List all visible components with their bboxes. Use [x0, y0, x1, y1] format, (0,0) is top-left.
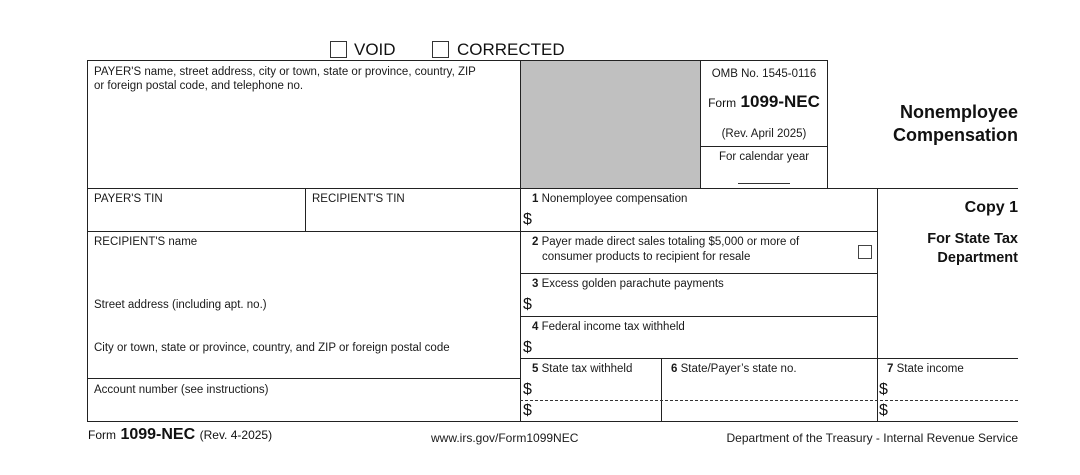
state-dashed-divider	[520, 400, 1018, 401]
omb-form-number: 1099-NEC	[740, 92, 820, 111]
row-divider-account	[87, 378, 521, 379]
box2-label-1: 2 Payer made direct sales totaling $5,000 or more of	[532, 236, 800, 248]
recipient-tin-label: RECIPIENT'S TIN	[312, 193, 405, 205]
box7-currency-1: $	[879, 381, 888, 398]
street-address-label: Street address (including apt. no.)	[94, 299, 267, 311]
void-checkbox[interactable]	[330, 41, 347, 58]
box2-label-2: consumer products to recipient for resale	[542, 251, 751, 263]
city-field[interactable]	[90, 356, 518, 376]
copy-area-border	[877, 188, 878, 422]
calendar-year-label: For calendar year	[718, 151, 810, 163]
omb-divider	[700, 146, 828, 147]
box4-federal-tax-withheld-field[interactable]	[536, 336, 874, 356]
box5-6-divider	[661, 358, 662, 422]
form-bottom-border	[87, 421, 1018, 422]
box5-label: 5 State tax withheld	[532, 363, 633, 375]
row-divider-box3	[520, 273, 878, 274]
street-address-field[interactable]	[90, 313, 518, 338]
footer-department: Department of the Treasury - Internal Revenue Service	[726, 431, 1018, 445]
box7-state-income-field-1[interactable]	[892, 378, 1018, 398]
recipient-name-label: RECIPIENT'S name	[94, 236, 198, 248]
form-title	[840, 101, 1018, 147]
omb-number: OMB No. 1545-0116	[711, 68, 817, 80]
copy-line-2: Department	[937, 250, 1018, 266]
row-divider-tin	[87, 188, 1018, 189]
omb-right-border	[827, 60, 828, 188]
void-label: VOID	[354, 40, 396, 59]
box7-currency-2: $	[879, 402, 888, 419]
row-divider-box4	[520, 316, 878, 317]
box1-nonemployee-compensation-field[interactable]	[536, 208, 874, 229]
footer-form-number: 1099-NEC	[120, 426, 196, 443]
tin-divider	[305, 188, 306, 231]
box7-state-income-field-2[interactable]	[892, 402, 1018, 420]
row-divider-recipient	[87, 231, 878, 232]
row-divider-box5	[520, 358, 1018, 359]
account-number-label: Account number (see instructions)	[94, 384, 269, 396]
account-number-field[interactable]	[90, 398, 518, 420]
shaded-box	[521, 61, 700, 188]
city-label: City or town, state or province, country, and ZIP or foreign postal code	[94, 342, 450, 354]
form-top-border	[87, 60, 828, 61]
omb-form-id	[701, 92, 827, 112]
box5-state-tax-field-2[interactable]	[536, 402, 658, 420]
box4-currency: $	[523, 339, 532, 356]
box3-currency: $	[523, 296, 532, 313]
center-divider	[520, 60, 521, 422]
title-line-2: Compensation	[892, 125, 1018, 145]
recipient-tin-field[interactable]	[308, 206, 518, 229]
payer-tin-field[interactable]	[90, 206, 302, 229]
box5-state-tax-field-1[interactable]	[536, 378, 658, 398]
copy-description	[880, 230, 1018, 268]
payer-info-field[interactable]	[92, 96, 516, 184]
title-line-1: Nonemployee	[899, 102, 1018, 122]
box3-golden-parachute-field[interactable]	[536, 293, 874, 314]
footer-form-id	[88, 426, 272, 444]
omb-revision: (Rev. April 2025)	[721, 128, 807, 140]
copy-line-1: For State Tax	[927, 231, 1018, 247]
box6-state-payer-no-field-2[interactable]	[665, 402, 874, 420]
corrected-checkbox[interactable]	[432, 41, 449, 58]
payer-info-label-2: or foreign postal code, and telephone no.	[94, 80, 304, 92]
box5-currency-2: $	[523, 402, 532, 419]
calendar-year-field[interactable]	[738, 183, 790, 184]
footer-form-prefix: Form	[88, 428, 116, 442]
payer-info-label-1: PAYER'S name, street address, city or town, state or province, country, ZIP	[94, 66, 476, 78]
box7-label: 7 State income	[887, 363, 964, 375]
box4-label: 4 Federal income tax withheld	[532, 321, 685, 333]
box5-currency-1: $	[523, 381, 532, 398]
footer-revision: (Rev. 4-2025)	[199, 428, 273, 442]
recipient-name-field[interactable]	[90, 250, 518, 294]
box3-label: 3 Excess golden parachute payments	[532, 278, 724, 290]
omb-form-prefix: Form	[708, 96, 737, 110]
box1-label: 1 Nonemployee compensation	[532, 193, 688, 205]
payer-tin-label: PAYER'S TIN	[94, 193, 163, 205]
box6-label: 6 State/Payer’s state no.	[671, 363, 797, 375]
footer-url[interactable]: www.irs.gov/Form1099NEC	[431, 431, 579, 445]
form-left-border	[87, 60, 88, 422]
copy-title: Copy 1	[964, 199, 1018, 216]
box6-state-payer-no-field-1[interactable]	[665, 378, 874, 398]
box1-currency: $	[523, 211, 532, 228]
box2-direct-sales-checkbox[interactable]	[858, 245, 872, 259]
corrected-label: CORRECTED	[457, 40, 565, 59]
